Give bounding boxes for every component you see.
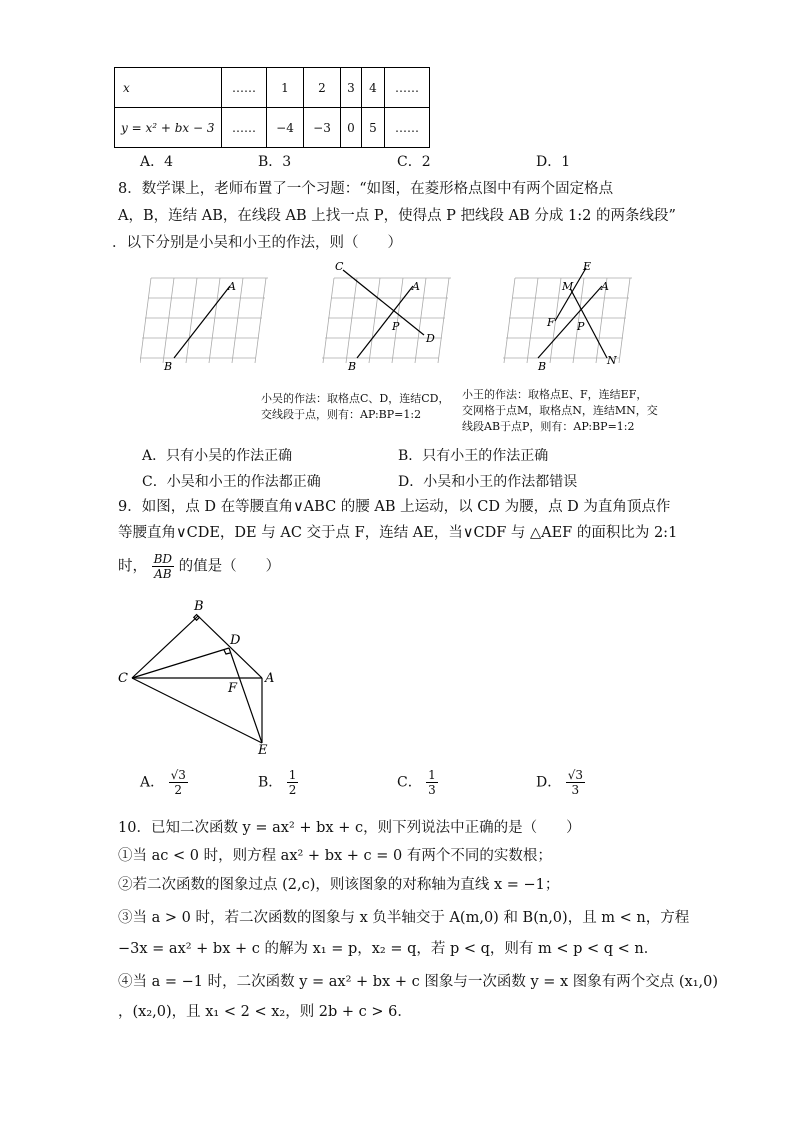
caption-wang-line2: 交网格于点M，取格点N，连结MN，交 [462, 404, 658, 417]
table-cell: 3 [341, 68, 362, 108]
segment-ab-2 [357, 286, 413, 358]
q9-option-b[interactable] [258, 768, 298, 797]
q10-statement-4-line2: ，(x₂,0)，且 x₁ < 2 < x₂，则 2b + c > 6． [118, 1004, 412, 1020]
label-e: E [258, 743, 268, 758]
q9-triangle-figure [112, 598, 282, 758]
q10-statement-3-line1: ③当 a > 0 时，若二次函数的图象与 x 负半轴交于 A(m,0) 和 B(n,0)，且 m < n，方程 [118, 910, 690, 926]
fraction-numerator: √3 [567, 768, 583, 782]
label-b: B [348, 360, 357, 373]
label-b: B [194, 599, 204, 614]
table-cell: …… [222, 108, 267, 148]
option-label: D． [536, 774, 562, 791]
table-cell: …… [222, 68, 267, 108]
q8-option-d[interactable]: D．小吴和小王的作法都错误 [398, 474, 578, 490]
q10-statement-3-line2: −3x = ax² + bx + c 的解为 x₁ = p，x₂ = q，若 p < q，则有 m < p < q < n． [118, 941, 659, 957]
label-b: B [164, 360, 173, 373]
table-cell: 5 [362, 108, 385, 148]
q10-statement-1: ①当 ac < 0 时，则方程 ax² + bx + c = 0 有两个不同的实数根； [118, 848, 552, 864]
label-p: P [392, 320, 400, 333]
q8-option-c[interactable]: C．小吴和小王的作法都正确 [142, 474, 321, 490]
caption-wu-line1: 小吴的作法：取格点C、D，连结CD， [261, 392, 450, 405]
table-cell: 4 [362, 68, 385, 108]
fraction-numerator: 1 [288, 768, 297, 782]
label-f: F [228, 681, 238, 696]
label-c: C [335, 260, 344, 273]
q9-ratio-numerator: BD [153, 552, 173, 566]
caption-wang-line3: 线段AB于点P，则有：AP:BP=1:2 [462, 420, 635, 433]
q9-option-a[interactable] [140, 768, 188, 797]
q7-option-a[interactable]: A．4 [140, 154, 174, 170]
grid-figure-1 [140, 278, 268, 363]
table-cell: 2 [304, 68, 341, 108]
q8-text-line1: 8．数学课上，老师布置了一个习题：“如图，在菱形格点图中有两个固定格点 [118, 181, 614, 197]
label-d: D [426, 332, 435, 345]
table-cell: 1 [267, 68, 304, 108]
q10-statement-2: ②若二次函数的图象过点 (2,c)，则该图象的对称轴为直线 x = −1； [118, 877, 560, 893]
option-label: A． [140, 774, 165, 791]
label-e: E [583, 260, 592, 273]
label-a: A [412, 280, 420, 293]
caption-wu-line2: 交线段于点，则有：AP:BP=1:2 [261, 408, 422, 421]
table-cell: 0 [341, 108, 362, 148]
q9-option-c[interactable] [397, 768, 438, 797]
label-n: N [607, 354, 617, 367]
q9-text-line1: 9．如图，点 D 在等腰直角∨ABC 的腰 AB 上运动，以 CD 为腰，点 D 为直角顶点作 [118, 499, 671, 515]
label-f: F [547, 316, 555, 329]
q9-ratio-fraction [152, 552, 174, 581]
q9-prefix: 时， [118, 558, 147, 575]
fraction-numerator: 1 [428, 768, 436, 782]
label-a: A [601, 280, 609, 293]
label-m: M [562, 280, 574, 293]
segment-ab-1 [174, 286, 230, 358]
option-fraction [287, 768, 299, 797]
q7-option-b[interactable]: B．3 [258, 154, 292, 170]
label-c: C [118, 671, 128, 686]
q9-text-line2: 等腰直角∨CDE，DE 与 AC 交于点 F，连结 AE，当∨CDF 与 △AEF 的面积比为 2:1 [118, 525, 678, 541]
fraction-denominator: 2 [288, 783, 297, 797]
table-cell: −4 [267, 108, 304, 148]
value-table [114, 67, 430, 148]
q8-text-line3: ．以下分别是小吴和小王的作法，则（ ） [112, 235, 402, 251]
label-a: A [265, 671, 275, 686]
segment-ef [555, 268, 586, 321]
table-header-y: y = x² + bx − 3 [115, 108, 222, 148]
q7-option-d[interactable]: D．1 [536, 154, 571, 170]
q10-text-line1: 10．已知二次函数 y = ax² + bx + c，则下列说法中正确的是（ ） [118, 820, 581, 836]
q9-ratio-denominator: AB [154, 567, 172, 581]
label-d: D [230, 633, 241, 648]
caption-wang-line1: 小王的作法：取格点E、F，连结EF， [462, 388, 648, 401]
q7-option-c[interactable]: C．2 [397, 154, 431, 170]
fraction-denominator: 2 [174, 783, 183, 797]
table-cell: −3 [304, 108, 341, 148]
q9-option-d[interactable] [536, 768, 585, 797]
q9-suffix: 的值是（ ） [178, 558, 281, 575]
fraction-numerator: √3 [170, 768, 186, 782]
table-cell: …… [385, 68, 430, 108]
table-header-x: x [115, 68, 222, 108]
fraction-denominator: 3 [428, 783, 436, 797]
table-cell: …… [385, 108, 430, 148]
option-fraction [169, 768, 188, 797]
option-label: B． [258, 774, 283, 791]
q9-text-line3 [118, 552, 280, 581]
q8-figures [140, 258, 680, 388]
q10-statement-4-line1: ④当 a = −1 时，二次函数 y = ax² + bx + c 图象与一次函数 y = x 图象有两个交点 (x₁,0) [118, 974, 719, 990]
q8-option-b[interactable]: B．只有小王的作法正确 [398, 448, 549, 464]
option-fraction [566, 768, 585, 797]
option-label: C． [397, 774, 422, 791]
option-fraction [426, 768, 438, 797]
label-p: P [577, 320, 585, 333]
q8-text-line2: A，B，连结 AB，在线段 AB 上找一点 P，使得点 P 把线段 AB 分成 1:2 的两条线段” [118, 208, 676, 224]
fraction-denominator: 3 [571, 783, 580, 797]
label-a: A [228, 280, 236, 293]
q8-option-a[interactable]: A．只有小吴的作法正确 [142, 448, 293, 464]
label-b: B [538, 360, 547, 373]
